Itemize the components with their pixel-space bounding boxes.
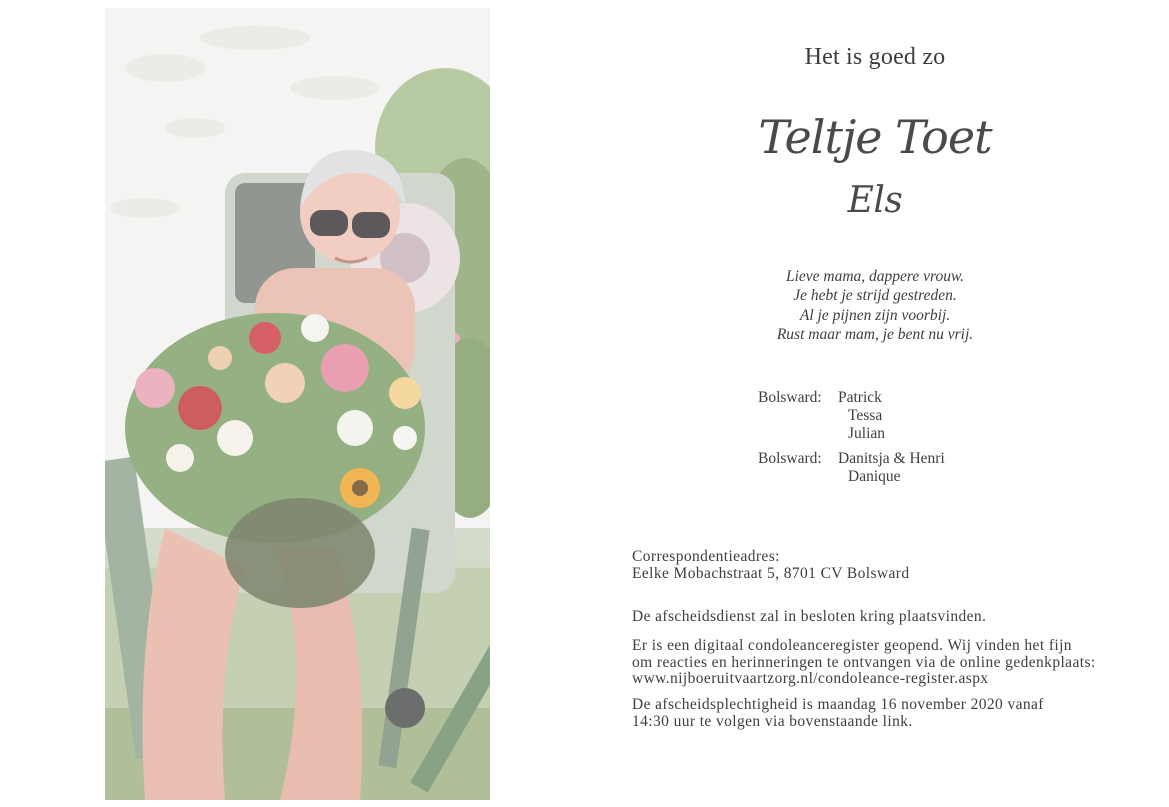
family-member: Patrick: [838, 389, 882, 406]
family-group: [758, 389, 945, 443]
poem: [660, 267, 1090, 344]
poem-line: Lieve mama, dappere vrouw.: [785, 268, 965, 285]
family-names: [838, 389, 885, 443]
correspondence-label: Correspondentieadres:: [632, 548, 780, 565]
family-place: Bolsward:: [758, 450, 822, 467]
correspondence-text: Eelke Mobachstraat 5, 8701 CV Bolsward: [632, 565, 910, 582]
paragraph-line: De afscheidsdienst zal in besloten kring plaatsvinden.: [632, 608, 987, 625]
family-group: [758, 450, 945, 486]
family-names: [838, 450, 945, 486]
correspondence-address: [632, 548, 910, 582]
paragraph-line: 14:30 uur te volgen via bovenstaande link.: [632, 712, 913, 730]
family-member: Danitsja & Henri: [838, 450, 945, 467]
condolence-register-notice: [632, 638, 1132, 688]
family-list: [758, 389, 945, 493]
family-place: Bolsward:: [758, 389, 822, 406]
portrait-photo: [105, 8, 490, 800]
heading: Het is goed zo: [804, 44, 946, 70]
condolence-link[interactable]: www.nijboeruitvaartzorg.nl/condoleance-register.aspx: [632, 670, 989, 687]
livestream-notice: [632, 697, 1132, 730]
family-member: Danique: [848, 468, 901, 485]
poem-line: Je hebt je strijd gestreden.: [793, 287, 957, 305]
poem-line: Rust maar mam, je bent nu vrij.: [776, 325, 974, 343]
family-member: Tessa: [848, 407, 883, 424]
nickname: Els: [847, 180, 903, 221]
service-notice: [632, 609, 1132, 626]
paragraph-line: om reacties en herinneringen te ontvangen via de online gedenkplaats:: [632, 653, 1096, 671]
deceased-name: Teltje Toet: [758, 110, 992, 164]
poem-line: Al je pijnen zijn voorbij.: [799, 306, 951, 324]
paragraph-line: Er is een digitaal condoleanceregister geopend. Wij vinden het fijn: [632, 637, 1072, 654]
paragraph-line: De afscheidsplechtigheid is maandag 16 november 2020 vanaf: [632, 696, 1044, 713]
family-member: Julian: [848, 425, 886, 442]
